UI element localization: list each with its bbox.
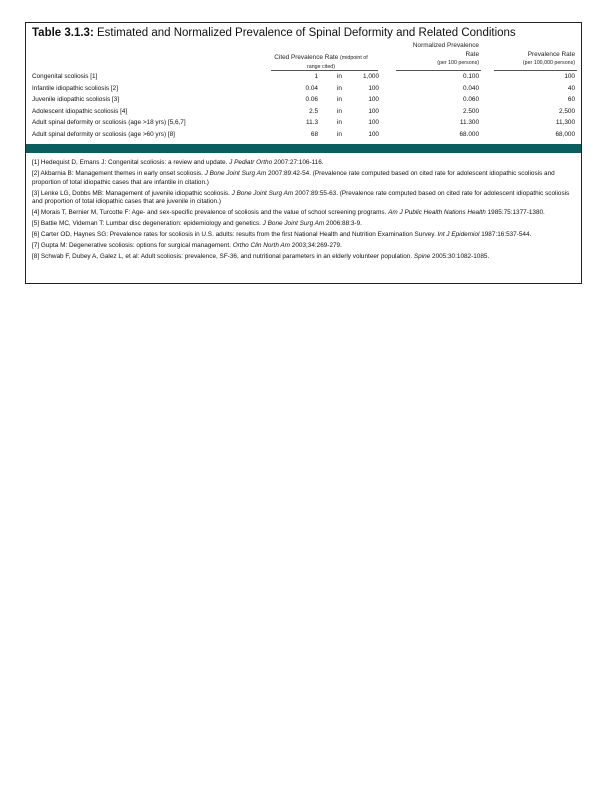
header-cited-rate (266, 54, 376, 71)
row-denominator: 100 (368, 119, 379, 127)
reference-text: [6] Carter OD, Haynes SG: Prevalence rates for scoliosis in U.S. adults: results from the first National Health and Nutrition Examination Survey. (32, 231, 438, 239)
table-title (32, 27, 516, 39)
row-denominator: 100 (368, 131, 379, 138)
row-label: Adult spinal deformity or scoliosis (age >18 yrs) [5,6,7] (32, 119, 186, 127)
row-denominator: 100 (368, 107, 379, 115)
header-cited-line2: range cited) (307, 63, 335, 70)
reference-text: [5] Battie MC, Videman T: Lumbar disc degeneration: epidemiology and genetics. (32, 220, 263, 228)
row-cited-rate: 0.04 (305, 84, 318, 92)
row-label: Adolescent idiopathic scoliosis [4] (32, 107, 128, 115)
row-prevalence-rate: 2,500 (559, 107, 575, 115)
header-norm-line1: Normalized Prevalence (412, 42, 479, 49)
row-normalized-rate: 2.500 (463, 107, 479, 115)
row-label: Juvenile idiopathic scoliosis [3] (32, 96, 120, 104)
row-normalized-rate: 0.100 (463, 73, 479, 80)
reference-item (32, 159, 577, 168)
references (32, 159, 577, 264)
table-row (26, 108, 581, 120)
row-in: in (337, 84, 342, 92)
reference-item (32, 220, 577, 229)
row-prevalence-rate: 60 (567, 96, 575, 104)
row-label: Adult spinal deformity or scoliosis (age >60 yrs) [8] (32, 131, 175, 138)
row-cited-rate: 11.3 (306, 119, 318, 127)
header-cited-line1: Cited Prevalence Rate (274, 54, 341, 61)
row-cited-rate: 1 (314, 73, 318, 80)
table-row (26, 73, 581, 85)
reference-journal: J Pediatr Ortho (229, 159, 273, 166)
header-rule-normalized (396, 70, 481, 71)
table-title-text: Estimated and Normalized Prevalence of Spinal Deformity and Related Conditions (93, 27, 516, 39)
row-normalized-rate: 11.300 (459, 119, 479, 127)
reference-journal: Am J Public Health Nations Health (388, 209, 486, 217)
reference-item (32, 209, 577, 218)
reference-journal: J Bone Joint Surg Am (262, 220, 325, 228)
table-row (26, 119, 581, 131)
row-prevalence-rate: 40 (567, 84, 575, 92)
reference-item (32, 170, 577, 187)
row-label: Infantile idiopathic scoliosis [2] (32, 84, 118, 92)
row-denominator: 1,000 (363, 73, 379, 80)
reference-journal: J Bone Joint Surg Am (231, 189, 294, 197)
row-cited-rate: 2.5 (309, 107, 318, 115)
row-prevalence-rate: 11,300 (555, 119, 575, 127)
reference-details: 2003;34:269-279. (290, 242, 342, 250)
row-normalized-rate: 0.060 (463, 96, 479, 104)
table-frame (25, 22, 582, 284)
row-prevalence-rate: 68,000 (555, 131, 575, 138)
reference-item (32, 253, 577, 262)
row-in: in (337, 73, 342, 80)
row-denominator: 100 (368, 84, 379, 92)
header-rule-prevalence (494, 70, 577, 71)
reference-journal: Ortho Clin North Am (232, 242, 290, 250)
table-row (26, 85, 581, 97)
row-normalized-rate: 0.040 (463, 84, 479, 92)
reference-text: [7] Gupta M: Degenerative scoliosis: options for surgical management. (32, 242, 233, 250)
reference-details: 1987:16:537-544. (479, 231, 532, 239)
header-prevalence-rate (475, 51, 575, 68)
reference-text: [1] Hedequist D, Emans J: Congenital scoliosis: a review and update. (32, 159, 230, 166)
row-in: in (337, 107, 342, 115)
table-number: Table 3.1.3: (32, 27, 94, 39)
header-prev-line1: Prevalence Rate (527, 50, 575, 58)
row-normalized-rate: 68.000 (459, 131, 479, 138)
reference-item (32, 231, 577, 240)
reference-details: 2006:88:3-9. (324, 220, 362, 228)
reference-text: [4] Morais T, Bernier M, Turcotte F: Age- and sex-specific prevalence of scoliosis and the value of school screening programs. (32, 209, 389, 217)
reference-details: 2005:30:1082-1085. (430, 253, 490, 261)
row-prevalence-rate: 100 (564, 73, 575, 80)
table-divider-bar (26, 144, 581, 153)
reference-text: [8] Schwab F, Dubey A, Galez L, et al: Adult scoliosis: prevalence, SF-36, and nutritional parameters in an elderly volunteer population. (32, 253, 414, 261)
table-row (26, 131, 581, 143)
row-denominator: 100 (368, 96, 379, 104)
row-label: Congenital scoliosis [1] (32, 73, 98, 80)
header-norm-line2: Rate (465, 50, 479, 58)
header-prev-line2: (per 100,000 persons) (522, 60, 575, 66)
reference-details: 2007:89:42-54. (Prevalence rate computed based on cited rate for adolescent idiopathic scoliosis and proportion of total idiopathic cases that are infantile in citation.) (32, 169, 555, 186)
row-in: in (337, 131, 342, 138)
row-cited-rate: 0.06 (305, 96, 318, 104)
table-row (26, 96, 581, 108)
reference-item (32, 242, 577, 251)
reference-item (32, 190, 577, 207)
header-rule-cited (271, 70, 378, 71)
row-in: in (337, 96, 342, 104)
header-cited-small: (midpoint of (340, 55, 368, 61)
reference-text: [3] Lenke LG, Dobbs MB: Management of juvenile idiopathic scoliosis. (32, 189, 232, 197)
reference-details: 2007:89:55-63. (Prevalence rate computed based on cited rate for adolescent idiopathic scoliosis and proportion of total idiopathic cases that are juvenile in citation.) (32, 189, 570, 206)
reference-journal: Int J Epidemiol (437, 231, 480, 239)
reference-details: 1985:75:1377-1380. (485, 209, 545, 217)
reference-journal: Spine (413, 253, 431, 261)
reference-journal: J Bone Joint Surg Am (204, 169, 267, 177)
row-in: in (337, 119, 342, 127)
reference-details: 2007:27:106-116. (272, 159, 324, 166)
header-normalized-rate (379, 42, 479, 68)
reference-text: [2] Akbarnia B: Management themes in early onset scoliosis. (32, 169, 205, 177)
row-cited-rate: 68 (310, 131, 318, 138)
header-norm-line3: (per 100 persons) (437, 60, 479, 66)
